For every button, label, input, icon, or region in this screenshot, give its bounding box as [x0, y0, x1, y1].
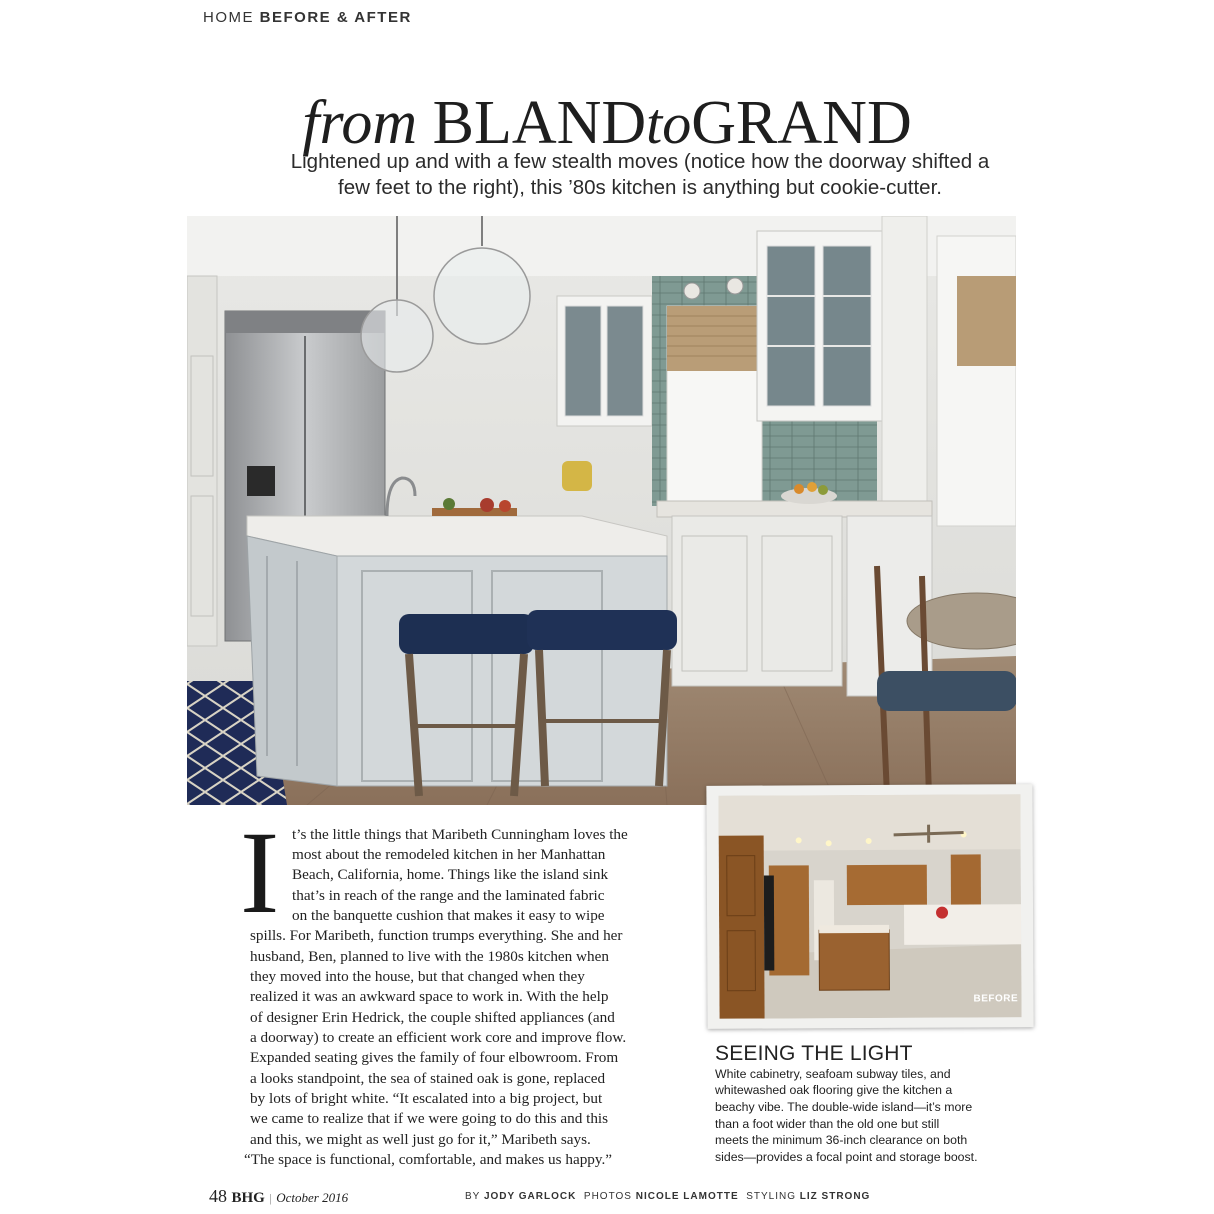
sidebar-line: than a foot wider than the old one but still: [715, 1117, 940, 1131]
styling-label: STYLING: [746, 1191, 796, 1202]
body-line: realized it was an awkward space to work in. With the help: [250, 988, 609, 1005]
body-line: that’s in reach of the range and the laminated fabric: [292, 887, 605, 904]
headline-to: to: [646, 91, 692, 156]
body-line: on the banquette cushion that makes it easy to wipe: [292, 907, 605, 924]
folio: [209, 1186, 348, 1207]
photographer-name: NICOLE LAMOTTE: [635, 1191, 739, 1202]
sidebar-line: White cabinetry, seafoam subway tiles, and: [715, 1067, 951, 1081]
headline-grand: GRAND: [691, 89, 912, 157]
page-number: 48: [209, 1186, 227, 1206]
section-header: [203, 9, 412, 26]
deck-line: Lightened up and with a few stealth moves (notice how the doorway shifted a: [290, 150, 990, 173]
kitchen-after-photo: [187, 216, 1016, 805]
author-name: JODY GARLOCK: [483, 1191, 577, 1202]
body-line: we came to realize that if we were going to do this and this: [250, 1110, 609, 1127]
issue-date: October 2016: [276, 1190, 349, 1205]
body-line: Beach, California, home. Things like the island sink: [292, 866, 609, 883]
drop-cap: I: [240, 807, 280, 938]
folio-separator: |: [269, 1191, 272, 1205]
deck-line: few feet to the right), this ’80s kitchen is anything but cookie-cutter.: [338, 176, 942, 199]
sidebar-line: meets the minimum 36-inch clearance on both: [715, 1133, 968, 1147]
before-photo-frame: [706, 784, 1033, 1029]
body-line: they moved into the house, but that changed when they: [250, 968, 585, 985]
section-label: HOME: [203, 9, 254, 26]
body-line: most about the remodeled kitchen in her Manhattan: [292, 846, 606, 863]
sidebar-line: beachy vibe. The double-wide island—it’s more: [715, 1100, 973, 1114]
body-line: a doorway) to create an efficient work core and improve flow.: [250, 1029, 627, 1046]
headline-bland: BLAND: [432, 89, 647, 157]
headline-from: from: [302, 89, 418, 157]
body-line: and this, we might as well just go for it,” Maribeth says.: [250, 1131, 591, 1148]
body-line: of designer Erin Hedrick, the couple shifted appliances (and: [250, 1009, 615, 1026]
body-line: by lots of bright white. “It escalated into a big project, but: [250, 1090, 603, 1107]
credits: [465, 1191, 870, 1202]
body-line: a looks standpoint, the sea of stained oak is gone, replaced: [250, 1070, 606, 1087]
sidebar-line: whitewashed oak flooring give the kitchen a: [715, 1083, 953, 1097]
by-label: BY: [465, 1191, 481, 1202]
stylist-name: LIZ STRONG: [799, 1191, 871, 1202]
body-line: spills. For Maribeth, function trumps everything. She and her: [250, 927, 623, 944]
magazine-name: BHG: [231, 1190, 265, 1206]
body-line: Expanded seating gives the family of four elbowroom. From: [250, 1049, 619, 1066]
deck: [240, 149, 1040, 201]
photos-label: PHOTOS: [583, 1191, 632, 1202]
department-label: BEFORE & AFTER: [259, 9, 412, 26]
body-line: “The space is functional, comfortable, and makes us happy.”: [244, 1151, 613, 1168]
kitchen-before-photo: [718, 794, 1021, 1019]
body-line: t’s the little things that Maribeth Cunningham loves the: [292, 826, 628, 843]
sidebar-line: sides—provides a focal point and storage boost.: [715, 1150, 978, 1164]
before-label: BEFORE: [973, 993, 1019, 1005]
body-line: husband, Ben, planned to live with the 1980s kitchen when: [250, 948, 609, 965]
sidebar-title: SEEING THE LIGHT: [715, 1042, 913, 1065]
